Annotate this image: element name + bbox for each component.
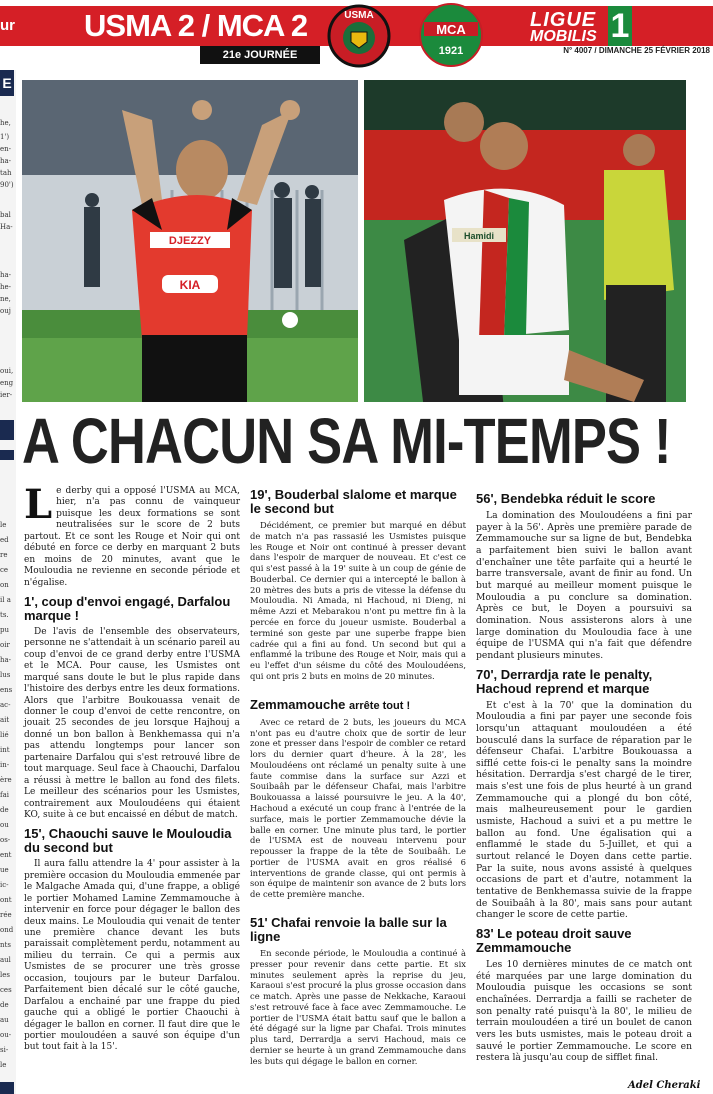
strip-fragment: eng: [0, 379, 14, 387]
strip-fragment: il a: [0, 596, 11, 604]
strip-fragment: pu: [0, 626, 9, 634]
strip-tab: E: [0, 70, 14, 96]
strip-fragment: en-: [0, 145, 12, 153]
strip-fragment: os-: [0, 836, 11, 844]
strip-fragment: si-: [0, 1046, 9, 1054]
strip-fragment: lus: [0, 671, 11, 679]
strip-fragment: ier-: [0, 391, 13, 399]
strip-fragment: ac-: [0, 701, 11, 709]
mca-crest-icon: [414, 2, 488, 68]
strip-fragment: 1'): [0, 133, 10, 141]
strip-fragment: ont: [0, 896, 12, 904]
usma-crest-text: USMA: [344, 10, 374, 21]
paragraph: En seconde période, le Mouloudia a continué à presser pour revenir dans cette partie. Et six minutes seulement après la reprise du jeu, Karaoui s'est procuré la plus grosse occasion dans ce match. Après une passe de Nekkache, Karaoui s'est retrouvé face à face avec Zemmamouche. Le portier de l'USMA était battu sauf que le ballon a été dégagé sur la ligne par Chafai. Trois minutes plus tard, Derrardja a servi Hachoud, mais ce dernier se heurte à un grand Zemmamouche dans les buts qui dégage le ballon en corner.: [250, 948, 466, 1066]
match-title: USMA 2 / MCA 2: [84, 8, 308, 43]
strip-fragment: he-: [0, 283, 12, 291]
photo-usma-player: [22, 80, 358, 402]
strip-fragment: fai: [0, 791, 10, 799]
strip-bar: [0, 450, 14, 460]
paragraph: Avec ce retard de 2 buts, les joueurs du MCA n'ont pas eu d'autre choix que de sortir de leur zone et presser dans l'espoir de combler ce retard lors du dernier quart d'heure. À la 28', les Mouloudéens ont réclamé un penalty suite à une faute commise dans la surface sur Azzi et Souibaâh par le défenseur Chafai, mais l'arbitre Boukouassa a laissé poursuivre le jeu. A la 40', Hachoud a exécuté un coup franc à l'entrée de la surface, mais le portier Zemmamouche dévie la balle en corner. Une minute plus tard, le portier de l'USMA est de nouveau intervenu pour repousser la frappe de la tête de Souibaâh. Le portier de l'USMA avait en gros réalisé 6 interventions de grande classe, qui ont permis à son équipe de maintenir son avance de 2 buts lors de cette première manche.: [250, 716, 466, 900]
strip-fragment: rée: [0, 911, 12, 919]
strip-fragment: ts.: [0, 611, 9, 619]
strip-fragment: in-: [0, 761, 10, 769]
strip-fragment: 90'): [0, 181, 14, 189]
strip-fragment: les: [0, 971, 10, 979]
subhead: 83' Le poteau droit sauve Zemmamouche: [476, 926, 632, 955]
jersey-sponsor-text: Hamidi: [463, 231, 495, 241]
strip-bar: [0, 1082, 14, 1094]
round-label: 21e JOURNÉE: [200, 46, 320, 64]
paragraph: Il aura fallu attendre la 4' pour assister à la première occasion du Mouloudia emmenée par le Malgache Amada qui, d'une frappe, a obligé le portier Mohamed Lamine Zemmamouche à intervenir en force pour dégager le ballon des deux mains. Le Mouloudia qui venait de tenter une première chance devant les buts paraissait complètement perdu, notamment au milieu du terrain. Ce qui a permis aux Usmistes de se procurer une très grosse occasion, toujours par le buteur Darfalou. Parfaitement bien décalé sur le côté gauche, Darfalou a enchainé par une frappe du pied gauche qui a obligé le portier Chaouchi à dégager le ballon en corner. Il faut dire que le portier mouloudéen a sauvé son équipe d'un but tout fait à la 15'.: [24, 859, 240, 1053]
strip-fragment: ic-: [0, 881, 9, 889]
strip-fragment: ens: [0, 686, 13, 694]
subhead: 1', coup d'envoi engagé, Darfalou marque !: [24, 593, 231, 623]
headline: A CHACUN SA MI-TEMPS !: [22, 405, 671, 477]
strip-fragment: ouj: [0, 307, 11, 315]
strip-fragment: ou-: [0, 1031, 12, 1039]
strip-fragment: de: [0, 806, 9, 814]
strip-fragment: au: [0, 1016, 9, 1024]
strip-fragment: ue: [0, 866, 9, 874]
intro-text: e derby qui a opposé l'USMA au MCA, hier, n'a pas connu de vainqueur puisque les deux formations se sont neutralisées sur le score de 2 buts partout. Et ce sont les Rouge et Noir qui ont débuté en force ce derby en marquant 2 buts en moins de 20 minutes, avant que le Mouloudia ne revienne en seconde période et n'égalise.: [24, 486, 240, 588]
league-line1: LIGUE: [530, 9, 597, 31]
strip-fragment: Ha-: [0, 223, 13, 231]
strip-fragment: ne,: [0, 295, 11, 303]
photo-mca-player: [364, 80, 686, 402]
drop-cap: L: [24, 481, 53, 528]
strip-fragment: int: [0, 746, 10, 754]
jersey-sponsor-text: DJEZZY: [168, 235, 212, 247]
strip-fragment: tah: [0, 169, 12, 177]
strip-fragment: le: [0, 521, 7, 529]
article-column-2: [250, 488, 466, 1067]
subhead: 56', Bendebka réduit le score: [476, 491, 656, 506]
strip-fragment: oir: [0, 641, 10, 649]
jersey-sponsor-text: KIA: [179, 278, 201, 292]
strip-fragment: re: [0, 551, 8, 559]
article-column-1: [24, 481, 240, 1054]
author-signature: Adel Cheraki: [628, 1080, 701, 1091]
strip-fragment: nts: [0, 941, 11, 949]
strip-fragment: ed: [0, 536, 9, 544]
subhead-part: arrête tout !: [349, 699, 411, 712]
paragraph: Et c'est à la 70' que la domination du Mouloudia a fini par payer une seconde fois lorsqu'un attaquant mouloudéen a été bousculé dans la surface de réparation par le défenseur Chafai. L'arbitre Boukouassa a sifflé cette fois-ci le penalty sans la moindre hésitation. Derrardja s'est chargé de le tirer, mais s'est une fois de plus heurté à un grand Zemmamouche qui a plongé du bon côté, mais malheureusement pour le gardien usmiste, Hachoud a suivi et a pu mettre le ballon au fond. Une égalisation qui a enflammé le stade du 5-Juillet, et qui a surtout relancé le Doyen dans cette partie. Par la suite, nous avons assisté à quelques occasions de part et d'autre, notamment la tentative de Benkhemassa suivie de la frappe de Souibaâh à la 80', mais sans pour autant changer le score de cette partie.: [476, 699, 692, 921]
strip-fragment: de: [0, 1001, 9, 1009]
paragraph: La domination des Mouloudéens a fini par payer à la 56'. Après une première parade de Zemmamouche sur sa ligne de but, Bendebka a parfaitement bien suivi le ballon avant d'enchaîner une tête parfaite qui a heurté le barre transversale, avant de finir au fond. Un but marqué au meilleur moment puisque le Mouloudia a pu conclure sa domination. Après ce but, le Doyen a poursuivi sa domination. Nous assisterons alors à une large domination du Mouloudia face à une équipe de l'USMA qui n'a fait que défendre pendant plusieurs minutes.: [476, 510, 692, 661]
paragraph: Les 10 dernières minutes de ce match ont été marquées par une large domination du Mouloudia puisque les occasions se sont enchaînées. Derrardja a failli se racheter de son penalty raté puisqu'à la 80', le milieu de terrain mouloudéen a tiré un boulet de canon vers les buts usmistes, mais le poteau droit a sauvé le portier Zemmamouche. Le score en restera là jusqu'au coup de sifflet final.: [476, 959, 692, 1064]
league-line2: MOBILIS: [530, 28, 597, 45]
strip-fragment: ent: [0, 851, 12, 859]
strip-fragment: ond: [0, 926, 14, 934]
strip-fragment: ou: [0, 821, 9, 829]
subhead: 51' Chafai renvoie la balle sur la ligne: [250, 915, 447, 944]
strip-bar: [0, 420, 14, 440]
strip-fragment: aul: [0, 956, 11, 964]
strip-fragment: bal: [0, 211, 11, 219]
mca-crest-text: MCA: [436, 22, 466, 37]
subhead: 15', Chaouchi sauve le Mouloudia du second but: [24, 826, 232, 856]
subhead: [250, 698, 466, 713]
paragraph: De l'avis de l'ensemble des observateurs, personne ne s'attendait à un scénario pareil au coup d'envoi de ce grand derby entre l'USMA et le MCA. Pour cause, les Usmistes ont marqué sans doute le but le plus rapide dans l'histoire des derbys entre les deux formations. Alors que l'arbitre Boukouassa venait de donner le coup d'envoi de cette rencontre, on jouait 25 secondes de jeu lorsque Hajhouj a donné un bon ballon à Benkhemassa qui n'a pas attendu longtemps pour lancer son partenaire Darfalou qui s'est retrouvé libre de tout marquage. Seul face à Chaouchi, Darfalou a réussi à mettre le ballon au fond des filets. Le meilleur des scénarios pour les Usmistes, contrairement aux Mouloudéens qui étaient KO, suite à ce but encaissé en début de match.: [24, 626, 240, 820]
mca-crest-year: 1921: [438, 45, 464, 57]
usma-crest-icon: [322, 2, 396, 68]
adjacent-page-strip: [0, 70, 16, 1094]
section-tab: ur: [0, 6, 16, 46]
league-number: 1: [608, 6, 632, 46]
strip-fragment: le: [0, 1061, 7, 1069]
strip-fragment: oui,: [0, 367, 14, 375]
page-header: [0, 0, 713, 70]
strip-fragment: lié: [0, 731, 9, 739]
strip-fragment: ces: [0, 986, 12, 994]
strip-fragment: ce: [0, 566, 9, 574]
issue-date: N° 4007 / DIMANCHE 25 FÉVRIER 2018: [563, 46, 710, 55]
strip-fragment: on: [0, 581, 9, 589]
subhead: 19', Bouderbal slalome et marque le second but: [250, 487, 457, 516]
subhead: 70', Derrardja rate le penalty, Hachoud reprend et marque: [476, 666, 653, 696]
strip-fragment: ait: [0, 716, 10, 724]
article-column-3: [476, 486, 692, 1064]
strip-fragment: ha-: [0, 271, 12, 279]
subhead-part: Zemmamouche: [250, 696, 346, 712]
strip-fragment: he,: [0, 119, 11, 127]
strip-fragment: ha-: [0, 157, 12, 165]
strip-fragment: ère: [0, 776, 12, 784]
strip-fragment: ha-: [0, 656, 12, 664]
paragraph: Décidément, ce premier but marqué en début de match n'a pas rassasié les Usmistes puisque les Rouge et Noir ont continué à presser devant dans l'espoir de marquer de nouveau. Et c'est ce qui s'est passé à la 19' suite à un coup de génie de Bouderbal. Ce dernier qui a intercepté le ballon à 20 mètres des buts a pris de vitesse la défense du Mouloudia. Ni Amada, ni Hachoud, ni Dieng, ni même Azzi et Mebarakou n'ont pu mettre fin à la percée en force du joueur usmiste. Bouderbal a terminé son geste par une superbe frappe bien cadrée qui a fini au fond. Un second but qui a enflammé la tribune des Rouge et Noir, mais qui a eu l'effet d'un séisme du côté des Mouloudéens, qui ont pris 2 buts en moins de 20 minutes.: [250, 520, 466, 681]
